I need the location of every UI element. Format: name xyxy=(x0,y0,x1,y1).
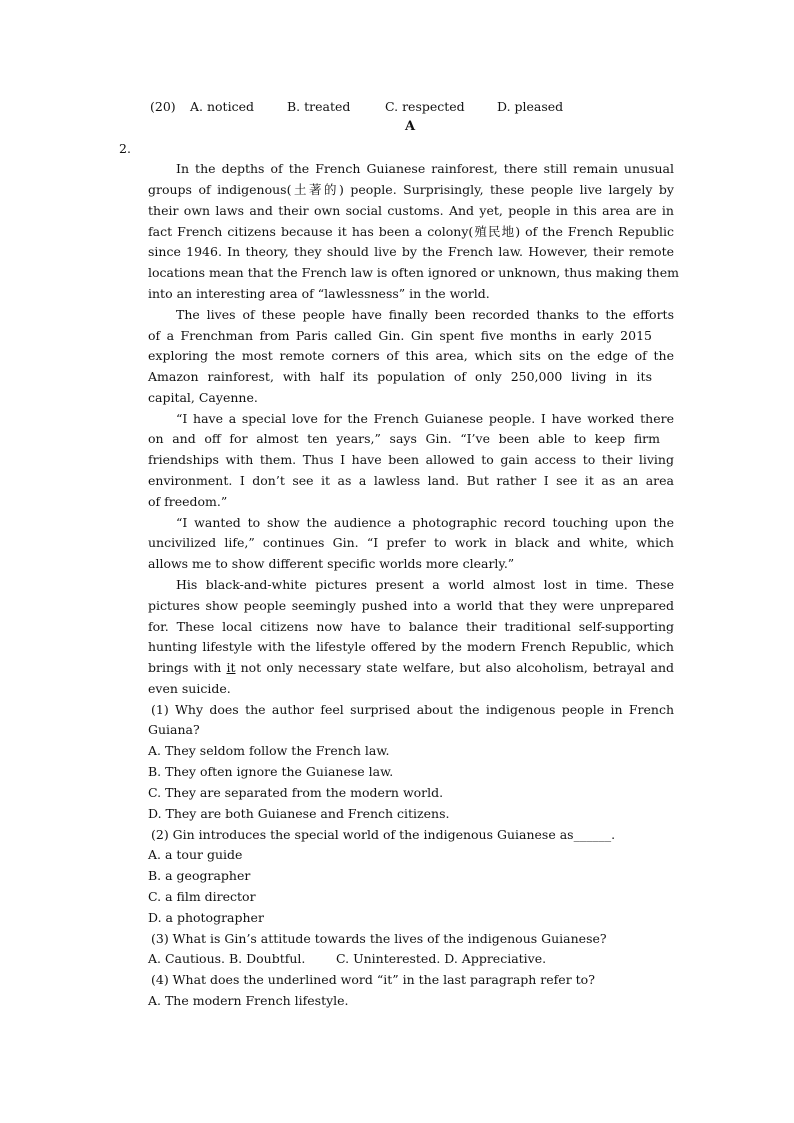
passage-line: environment. I don’t see it as a lawless land. But rather I see it as an area xyxy=(148,473,674,488)
passage-line: hunting lifestyle with the lifestyle offered by the modern French Republic, which xyxy=(148,639,674,654)
options-line-cd: C. Uninterested. D. Appreciative. xyxy=(336,951,547,966)
question-stem: (1) Why does the author feel surprised about the indigenous people in French xyxy=(151,702,674,717)
option-b: B. a geographer xyxy=(148,868,251,883)
passage-line xyxy=(148,660,674,676)
prev-question-number: (20) xyxy=(150,99,176,114)
passage-line: their own laws and their own social customs. And yet, people in this area are in xyxy=(148,203,674,218)
underlined-word-it: it xyxy=(226,660,236,675)
option-a: A. They seldom follow the French law. xyxy=(148,743,390,758)
passage-line: His black-and-white pictures present a world almost lost in time. These xyxy=(176,577,674,592)
option-c: C. a film director xyxy=(148,889,256,904)
passage-line: of a Frenchman from Paris called Gin. Gin spent five months in early 2015 xyxy=(148,328,652,343)
option-b: B. They often ignore the Guianese law. xyxy=(148,764,394,779)
passage-line: locations mean that the French law is often ignored or unknown, thus making them xyxy=(148,265,679,280)
passage-line: allows me to show different specific worlds more clearly.” xyxy=(148,556,515,571)
option-c: C. They are separated from the modern world. xyxy=(148,785,444,800)
option-d: D. They are both Guianese and French citizens. xyxy=(148,806,450,821)
passage-line: into an interesting area of “lawlessness” in the world. xyxy=(148,286,490,301)
passage-line: “I wanted to show the audience a photographic record touching upon the xyxy=(176,515,674,530)
passage-line: since 1946. In theory, they should live by the French law. However, their remote xyxy=(148,244,674,259)
passage-line: friendships with them. Thus I have been allowed to gain access to their living xyxy=(148,452,674,467)
prev-option-c: C. respected xyxy=(385,99,465,114)
passage-line: In the depths of the French Guianese rainforest, there still remain unusual xyxy=(176,161,674,176)
passage-line: The lives of these people have finally been recorded thanks to the efforts xyxy=(176,307,674,322)
passage-line: of freedom.” xyxy=(148,494,228,509)
option-a: A. The modern French lifestyle. xyxy=(148,993,349,1008)
passage-line: pictures show people seemingly pushed into a world that they were unprepared xyxy=(148,598,674,613)
answer-letter: A xyxy=(405,119,416,134)
question-stem: Guiana? xyxy=(148,722,200,737)
passage-line: for. These local citizens now have to balance their traditional self-supporting xyxy=(148,619,674,634)
passage-line: even suicide. xyxy=(148,681,231,696)
passage-line: “I have a special love for the French Guianese people. I have worked there xyxy=(176,411,674,426)
question-stem: (3) What is Gin’s attitude towards the lives of the indigenous Guianese? xyxy=(151,931,607,946)
option-d: D. a photographer xyxy=(148,910,264,925)
question-stem: (2) Gin introduces the special world of the indigenous Guianese as______. xyxy=(151,827,616,842)
passage-text: not only necessary state welfare, but also alcoholism, betrayal and xyxy=(235,660,674,675)
prev-option-a: A. noticed xyxy=(190,99,254,114)
passage-text: brings with xyxy=(148,660,227,675)
option-a: A. a tour guide xyxy=(148,847,243,862)
prev-option-d: D. pleased xyxy=(497,99,564,114)
passage-line: uncivilized life,” continues Gin. “I prefer to work in black and white, which xyxy=(148,535,674,550)
options-line-ab: A. Cautious. B. Doubtful. xyxy=(148,951,306,966)
passage-line: exploring the most remote corners of this area, which sits on the edge of the xyxy=(148,348,674,363)
passage-line: groups of indigenous(土著的) people. Surprisingly, these people live largely by xyxy=(148,182,674,197)
passage-line: capital, Cayenne. xyxy=(148,390,258,405)
question-stem: (4) What does the underlined word “it” in the last paragraph refer to? xyxy=(151,972,595,987)
passage-line: Amazon rainforest, with half its population of only 250,000 living in its xyxy=(148,369,652,384)
passage-line: fact French citizens because it has been a colony(殖民地) of the French Republic xyxy=(148,224,674,239)
section-number: 2. xyxy=(119,141,131,156)
passage-line: on and off for almost ten years,” says Gin. “I’ve been able to keep firm xyxy=(148,431,660,446)
prev-option-b: B. treated xyxy=(287,99,351,114)
